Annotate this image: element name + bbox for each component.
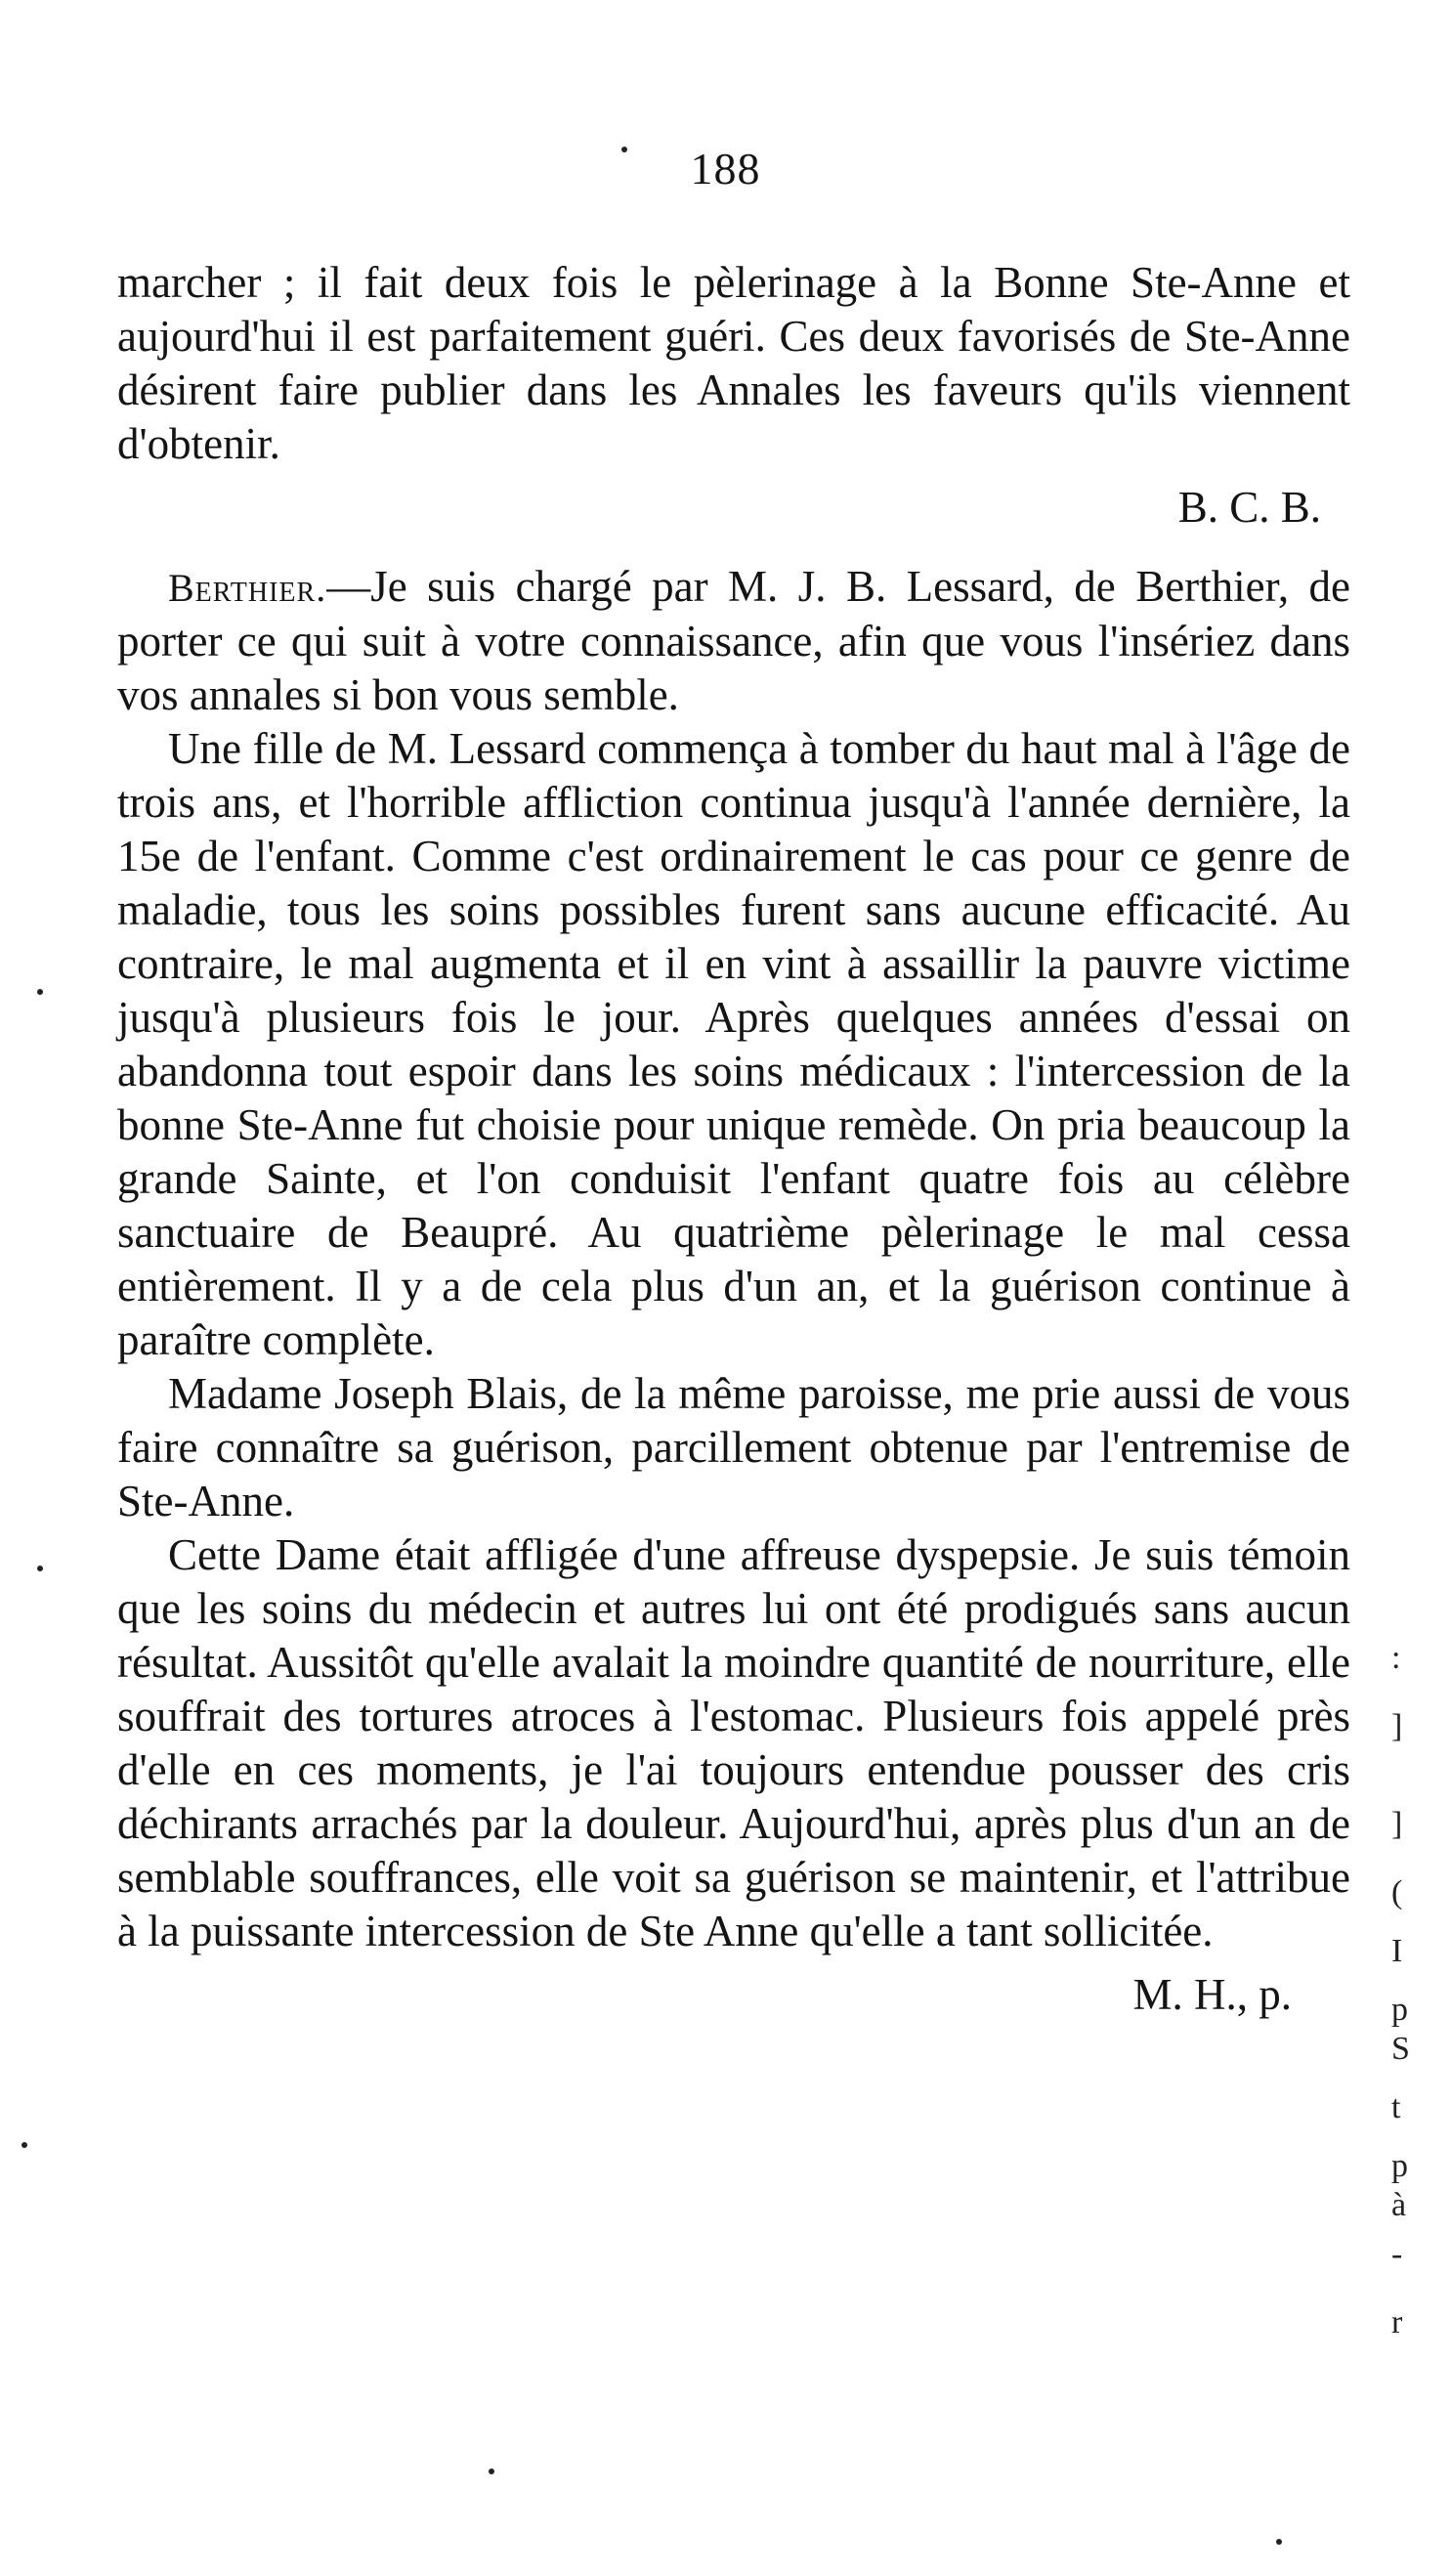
margin-fragment: ]	[1391, 1708, 1403, 1744]
page-number: 188	[690, 144, 761, 193]
margin-fragment: p	[1391, 2148, 1408, 2184]
margin-fragment: r	[1391, 2304, 1403, 2340]
place-heading: Berthier.	[168, 566, 327, 610]
opening-paragraph: marcher ; il fait deux fois le pèlerinage à la Bonne Ste-Anne et aujourd'hui il est parfaitement guéri. Ces deux favorisés de Ste-Anne désirent faire publier dans les Annales les faveurs qu'ils viennent d'obtenir.	[117, 258, 1350, 468]
margin-fragment: -	[1391, 2236, 1403, 2272]
ink-speck	[621, 147, 627, 152]
berthier-paragraph	[117, 560, 1350, 722]
ink-speck	[21, 2142, 27, 2148]
ink-speck	[489, 2469, 494, 2474]
signature-initials-bcb: B. C. B.	[1177, 483, 1321, 532]
ink-speck	[37, 1566, 43, 1571]
margin-fragment: ]	[1391, 1806, 1403, 1842]
margin-fragment: p	[1391, 1992, 1408, 2028]
margin-fragment: à	[1391, 2187, 1407, 2223]
signature-initials-mhp: M. H., p.	[1132, 1970, 1292, 2019]
margin-fragment: :	[1391, 1640, 1401, 1676]
margin-fragment: t	[1391, 2089, 1401, 2125]
margin-fragment: (	[1391, 1874, 1403, 1911]
text-column	[117, 256, 1350, 2022]
margin-fragment: I	[1391, 1933, 1403, 1969]
lessard-paragraph: Une fille de M. Lessard commença à tomber du haut mal à l'âge de trois ans, et l'horrible affliction continua jusqu'à l'année dernière, la 15e de l'enfant. Comme c'est ordinairement le cas pour ce genre de maladie, tous les soins possibles furent sans aucune efficacité. Au contraire, le mal augmenta et il en vint à assaillir la pauvre victime jusqu'à plusieurs fois le jour. Après quelques années d'essai on abandonna tout espoir dans les soins médicaux : l'intercession de la bonne Ste-Anne fut choisie pour unique remède. On pria beaucoup la grande Sainte, et l'on conduisit l'enfant quatre fois au célèbre sanctuaire de Beaupré. Au quatrième pèlerinage le mal cessa entièrement. Il y a de cela plus d'un an, et la guérison continue à paraître complète.	[117, 724, 1350, 1364]
ink-speck	[37, 989, 43, 995]
margin-fragment: S	[1391, 2031, 1410, 2067]
dyspepsia-paragraph: Cette Dame était affligée d'une affreuse dyspepsie. Je suis témoin que les soins du médecin et autres lui ont été prodigués sans aucun résultat. Aussitôt qu'elle avalait la moindre quantité de nourriture, elle souffrait des tortures atroces à l'estomac. Plusieurs fois appelé près d'elle en ces moments, je l'ai toujours entendue pousser des cris déchirants arrachés par la douleur. Aujourd'hui, après plus d'un an de semblable souffrances, elle voit sa guérison se maintenir, et l'attribue à la puissante intercession de Ste Anne qu'elle a tant sollicitée.	[117, 1530, 1350, 1955]
berthier-text: —Je suis chargé par M. J. B. Lessard, de Berthier, de porter ce qui suit à votre connaissance, afin que vous l'insériez dans vos annales si bon vous semble.	[117, 562, 1350, 719]
blais-paragraph: Madame Joseph Blais, de la même paroisse, me prie aussi de vous faire connaître sa guérison, parcillement obtenue par l'entremise de Ste-Anne.	[117, 1369, 1350, 1525]
ink-speck	[1276, 2539, 1282, 2545]
